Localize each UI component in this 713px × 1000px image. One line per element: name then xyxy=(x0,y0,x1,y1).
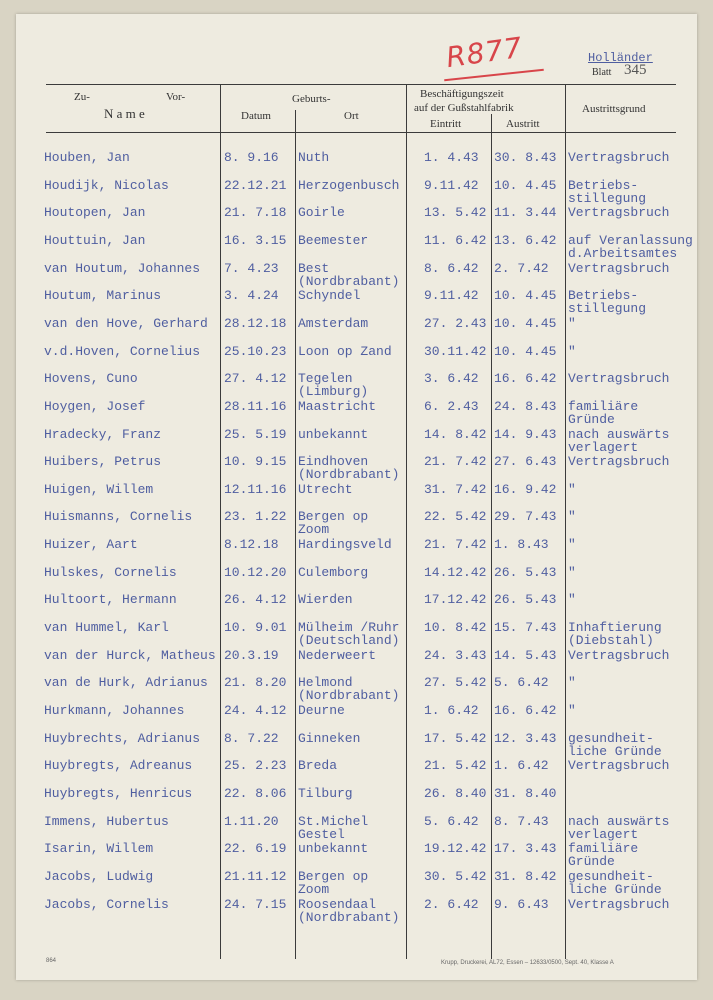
header-gussstahlfabrik: auf der Gußstahlfabrik xyxy=(414,102,514,114)
cell-grund: Vertragsbruch xyxy=(568,205,670,221)
cell-datum: 8. 7.22 xyxy=(224,730,279,746)
cell-grund: gesundheit- xyxy=(568,730,654,746)
header-bottom-line xyxy=(46,132,676,133)
cell-datum: 1.11.20 xyxy=(224,813,279,829)
cell-austritt: 11. 3.44 xyxy=(494,205,557,221)
cell-austritt: 30. 8.43 xyxy=(494,150,557,165)
cell-eintritt: 21. 7.42 xyxy=(424,454,487,470)
cell-ort-line2: Zoom xyxy=(298,522,330,538)
cell-grund: Betriebs- xyxy=(568,288,639,304)
cell-name: Houdijk, Nicolas xyxy=(44,177,169,193)
cell-grund-line2: stillegung xyxy=(568,301,647,317)
cell-grund: Vertragsbruch xyxy=(568,260,670,276)
cell-datum: 20.3.19 xyxy=(224,647,279,663)
cell-ort-line2: (Nordbrabant) xyxy=(298,273,400,289)
cell-datum: 22. 6.19 xyxy=(224,841,287,857)
cell-eintritt: 5. 6.42 xyxy=(424,813,479,829)
cell-ort: Breda xyxy=(298,758,338,774)
cell-grund: familiäre xyxy=(568,841,639,857)
col-divider-eintritt xyxy=(491,114,492,959)
cell-eintritt: 2. 6.42 xyxy=(424,896,479,912)
cell-ort: unbekannt xyxy=(298,426,369,442)
cell-ort: Maastricht xyxy=(298,398,377,414)
cell-ort: Tilburg xyxy=(298,785,353,801)
cell-name: Jacobs, Cornelis xyxy=(44,896,169,912)
cell-name: Huigen, Willem xyxy=(44,481,154,497)
header-top-line xyxy=(46,84,676,85)
cell-grund: " xyxy=(568,315,576,331)
cell-datum: 21. 7.18 xyxy=(224,205,287,221)
cell-eintritt: 27. 2.43 xyxy=(424,315,487,331)
cell-datum: 22. 8.06 xyxy=(224,785,287,801)
header-zu: Zu- xyxy=(74,91,90,103)
cell-eintritt: 24. 3.43 xyxy=(424,647,487,663)
cell-eintritt: 3. 6.42 xyxy=(424,371,479,387)
cell-eintritt: 22. 5.42 xyxy=(424,509,487,525)
cell-austritt: 24. 8.43 xyxy=(494,398,557,414)
cell-eintritt: 26. 8.40 xyxy=(424,785,487,801)
cell-ort: Nuth xyxy=(298,150,330,165)
col-divider-datum xyxy=(295,110,296,959)
cell-grund: " xyxy=(568,509,576,525)
cell-grund: nach auswärts xyxy=(568,813,670,829)
cell-austritt: 27. 6.43 xyxy=(494,454,557,470)
cell-ort: St.Michel xyxy=(298,813,369,829)
cell-ort-line2: (Deutschland) xyxy=(298,633,400,649)
cell-grund: gesundheit- xyxy=(568,868,654,884)
blatt-label: Blatt xyxy=(592,67,612,78)
header-datum: Datum xyxy=(241,110,271,122)
cell-datum: 7. 4.23 xyxy=(224,260,279,276)
cell-grund: familiäre xyxy=(568,398,639,414)
blatt-number: 345 xyxy=(624,62,647,78)
cell-grund: Inhaftierung xyxy=(568,620,662,636)
cell-eintritt: 17.12.42 xyxy=(424,592,487,608)
cell-grund: Vertragsbruch xyxy=(568,371,670,387)
cell-eintritt: 13. 5.42 xyxy=(424,205,487,221)
cell-ort: Culemborg xyxy=(298,564,369,580)
cell-name: Hradecky, Franz xyxy=(44,426,162,442)
cell-austritt: 9. 6.43 xyxy=(494,896,549,912)
nationality-label: Holländer xyxy=(588,51,653,65)
cell-grund-line2: verlagert xyxy=(568,826,639,842)
cell-grund-line2: Gründe xyxy=(568,411,615,427)
cell-ort-line2: Zoom xyxy=(298,881,330,897)
cell-name: Hultoort, Hermann xyxy=(44,592,177,608)
cell-grund: " xyxy=(568,564,576,580)
cell-datum: 3. 4.24 xyxy=(224,288,279,304)
cell-datum: 25. 5.19 xyxy=(224,426,287,442)
cell-ort: Deurne xyxy=(298,703,345,718)
cell-eintritt: 31. 7.42 xyxy=(424,481,487,497)
cell-ort: Hardingsveld xyxy=(298,537,392,553)
cell-name: Hurkmann, Johannes xyxy=(44,703,185,718)
cell-ort: Beemester xyxy=(298,232,369,248)
cell-austritt: 26. 5.43 xyxy=(494,564,557,580)
cell-austritt: 5. 6.42 xyxy=(494,675,549,691)
cell-ort: Bergen op xyxy=(298,868,369,884)
cell-name: Huybregts, Henricus xyxy=(44,785,193,801)
cell-name: Huizer, Aart xyxy=(44,537,138,553)
cell-name: Huibers, Petrus xyxy=(44,454,162,470)
cell-grund-line2: d.Arbeitsamtes xyxy=(568,245,678,261)
cell-name: Jacobs, Ludwig xyxy=(44,868,154,884)
cell-austritt: 31. 8.40 xyxy=(494,785,557,801)
cell-name: Huybregts, Adreanus xyxy=(44,758,193,774)
cell-name: Houtum, Marinus xyxy=(44,288,162,304)
cell-austritt: 10. 4.45 xyxy=(494,315,557,331)
cell-grund: " xyxy=(568,592,576,608)
cell-eintritt: 21. 7.42 xyxy=(424,537,487,553)
cell-ort: Helmond xyxy=(298,675,353,691)
cell-name: van de Hurk, Adrianus xyxy=(44,675,208,691)
cell-austritt: 17. 3.43 xyxy=(494,841,557,857)
cell-grund: Vertragsbruch xyxy=(568,896,670,912)
header-eintritt: Eintritt xyxy=(430,118,462,130)
cell-eintritt: 6. 2.43 xyxy=(424,398,479,414)
cell-grund: " xyxy=(568,343,576,359)
cell-name: Isarin, Willem xyxy=(44,841,154,857)
cell-ort: Goirle xyxy=(298,205,345,221)
cell-datum: 24. 4.12 xyxy=(224,703,287,718)
header-geburts: Geburts- xyxy=(292,93,331,105)
cell-name: v.d.Hoven, Cornelius xyxy=(44,343,201,359)
cell-eintritt: 19.12.42 xyxy=(424,841,487,857)
cell-eintritt: 14. 8.42 xyxy=(424,426,487,442)
cell-datum: 8.12.18 xyxy=(224,537,279,553)
cell-eintritt: 27. 5.42 xyxy=(424,675,487,691)
cell-eintritt: 17. 5.42 xyxy=(424,730,487,746)
cell-eintritt: 21. 5.42 xyxy=(424,758,487,774)
cell-ort-line2: Gestel xyxy=(298,826,345,842)
cell-austritt: 14. 9.43 xyxy=(494,426,557,442)
cell-eintritt: 1. 4.43 xyxy=(424,150,479,165)
footer-printer: Krupp, Druckerei, AL72, Essen – 12633/0500, Sept. 40, Klasse A xyxy=(441,960,614,966)
cell-grund: Vertragsbruch xyxy=(568,647,670,663)
cell-ort: Wierden xyxy=(298,592,353,608)
cell-eintritt: 1. 6.42 xyxy=(424,703,479,718)
cell-name: van Hummel, Karl xyxy=(44,620,169,636)
cell-datum: 21.11.12 xyxy=(224,868,287,884)
cell-grund-line2: verlagert xyxy=(568,439,639,455)
cell-datum: 25.10.23 xyxy=(224,343,287,359)
cell-ort: Tegelen xyxy=(298,371,353,387)
cell-eintritt: 14.12.42 xyxy=(424,564,487,580)
cell-grund: Vertragsbruch xyxy=(568,758,670,774)
cell-ort: Utrecht xyxy=(298,481,353,497)
cell-name: Houttuin, Jan xyxy=(44,232,146,248)
header-austrittsgrund: Austrittsgrund xyxy=(582,103,646,115)
header-beschaeftigungszeit: Beschäftigungszeit xyxy=(420,88,504,100)
cell-name: van der Hurck, Matheus xyxy=(44,647,216,663)
cell-datum: 28.11.16 xyxy=(224,398,287,414)
red-pencil-stamp: R877 xyxy=(444,30,525,75)
cell-ort: Ginneken xyxy=(298,730,361,746)
cell-austritt: 14. 5.43 xyxy=(494,647,557,663)
cell-ort-line2: (Limburg) xyxy=(298,384,369,400)
cell-austritt: 10. 4.45 xyxy=(494,288,557,304)
cell-name: Huybrechts, Adrianus xyxy=(44,730,201,746)
cell-ort: Herzogenbusch xyxy=(298,177,400,193)
cell-austritt: 1. 6.42 xyxy=(494,758,549,774)
header-name: N a m e xyxy=(104,106,145,121)
cell-eintritt: 30. 5.42 xyxy=(424,868,487,884)
cell-name: Huismanns, Cornelis xyxy=(44,509,193,525)
cell-grund: " xyxy=(568,703,576,718)
col-divider-ort xyxy=(406,84,407,959)
header-vor: Vor- xyxy=(166,91,186,103)
cell-grund: auf Veranlassung xyxy=(568,232,693,248)
cell-name: Hoygen, Josef xyxy=(44,398,146,414)
cell-austritt: 16. 6.42 xyxy=(494,703,557,718)
cell-datum: 25. 2.23 xyxy=(224,758,287,774)
cell-austritt: 10. 4.45 xyxy=(494,343,557,359)
cell-datum: 16. 3.15 xyxy=(224,232,287,248)
cell-datum: 21. 8.20 xyxy=(224,675,287,691)
cell-grund-line2: (Diebstahl) xyxy=(568,633,654,649)
cell-eintritt: 10. 8.42 xyxy=(424,620,487,636)
cell-grund: " xyxy=(568,675,576,691)
cell-ort: Amsterdam xyxy=(298,315,369,331)
cell-datum: 10. 9.15 xyxy=(224,454,287,470)
cell-eintritt: 9.11.42 xyxy=(424,288,479,304)
cell-austritt: 29. 7.43 xyxy=(494,509,557,525)
cell-austritt: 13. 6.42 xyxy=(494,232,557,248)
col-divider-name xyxy=(220,84,221,959)
cell-ort-line2: (Nordbrabant) xyxy=(298,688,400,704)
cell-eintritt: 9.11.42 xyxy=(424,177,479,193)
cell-datum: 10.12.20 xyxy=(224,564,287,580)
cell-grund: " xyxy=(568,481,576,497)
cell-name: van Houtum, Johannes xyxy=(44,260,201,276)
cell-ort-line2: (Nordbrabant) xyxy=(298,909,400,925)
cell-datum: 8. 9.16 xyxy=(224,150,279,165)
cell-datum: 27. 4.12 xyxy=(224,371,287,387)
cell-name: van den Hove, Gerhard xyxy=(44,315,208,331)
cell-ort: Schyndel xyxy=(298,288,361,304)
cell-grund: Vertragsbruch xyxy=(568,454,670,470)
cell-name: Houben, Jan xyxy=(44,150,130,165)
cell-austritt: 31. 8.42 xyxy=(494,868,557,884)
cell-datum: 10. 9.01 xyxy=(224,620,287,636)
cell-austritt: 8. 7.43 xyxy=(494,813,549,829)
cell-austritt: 2. 7.42 xyxy=(494,260,549,276)
cell-datum: 28.12.18 xyxy=(224,315,287,331)
cell-ort-line2: (Nordbrabant) xyxy=(298,467,400,483)
cell-grund: Vertragsbruch xyxy=(568,150,670,165)
cell-grund-line2: stillegung xyxy=(568,190,647,206)
header-ort: Ort xyxy=(344,110,359,122)
cell-austritt: 15. 7.43 xyxy=(494,620,557,636)
cell-name: Immens, Hubertus xyxy=(44,813,169,829)
cell-eintritt: 11. 6.42 xyxy=(424,232,487,248)
cell-grund: Betriebs- xyxy=(568,177,639,193)
cell-datum: 26. 4.12 xyxy=(224,592,287,608)
cell-ort: Eindhoven xyxy=(298,454,369,470)
cell-ort: Nederweert xyxy=(298,647,377,663)
cell-austritt: 16. 9.42 xyxy=(494,481,557,497)
cell-austritt: 1. 8.43 xyxy=(494,537,549,553)
footer-form-number: 864 xyxy=(46,958,57,964)
cell-datum: 22.12.21 xyxy=(224,177,287,193)
cell-ort: Bergen op xyxy=(298,509,369,525)
header-austritt: Austritt xyxy=(506,118,540,130)
col-divider-austritt xyxy=(565,84,566,959)
cell-datum: 23. 1.22 xyxy=(224,509,287,525)
cell-name: Houtopen, Jan xyxy=(44,205,146,221)
cell-ort: unbekannt xyxy=(298,841,369,857)
cell-grund: nach auswärts xyxy=(568,426,670,442)
cell-ort: Best xyxy=(298,260,330,276)
cell-ort: Loon op Zand xyxy=(298,343,392,359)
document-sheet xyxy=(16,14,697,980)
cell-ort: Roosendaal xyxy=(298,896,377,912)
cell-eintritt: 30.11.42 xyxy=(424,343,487,359)
cell-austritt: 26. 5.43 xyxy=(494,592,557,608)
cell-eintritt: 8. 6.42 xyxy=(424,260,479,276)
cell-austritt: 10. 4.45 xyxy=(494,177,557,193)
cell-datum: 24. 7.15 xyxy=(224,896,287,912)
cell-grund-line2: liche Gründe xyxy=(568,881,662,897)
cell-name: Hovens, Cuno xyxy=(44,371,138,387)
cell-grund-line2: Gründe xyxy=(568,854,615,870)
cell-austritt: 12. 3.43 xyxy=(494,730,557,746)
cell-grund: " xyxy=(568,537,576,553)
cell-name: Hulskes, Cornelis xyxy=(44,564,177,580)
cell-grund-line2: liche Gründe xyxy=(568,743,662,759)
cell-datum: 12.11.16 xyxy=(224,481,287,497)
cell-austritt: 16. 6.42 xyxy=(494,371,557,387)
cell-ort: Mülheim /Ruhr xyxy=(298,620,400,636)
